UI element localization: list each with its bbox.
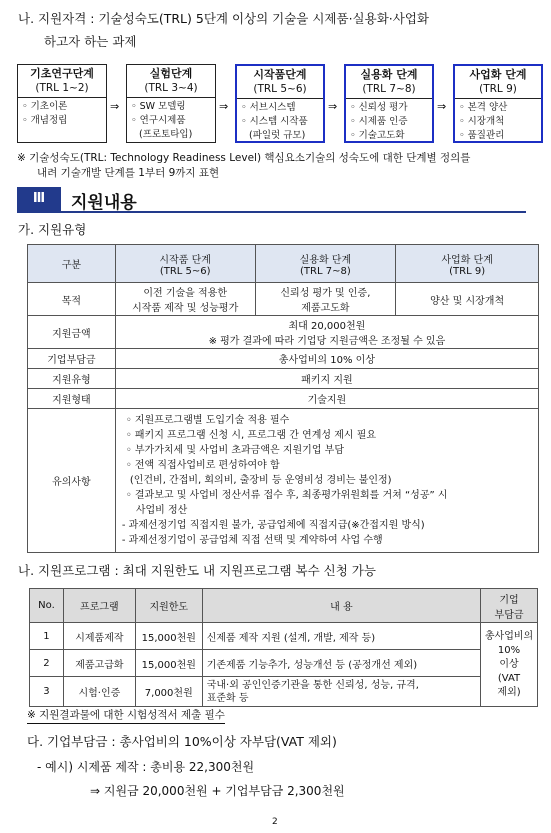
row-label-notes: 유의사항: [28, 409, 116, 553]
note-line: 사업비 정산: [135, 505, 188, 516]
stage-item: ◦ 신뢰성 평가: [350, 102, 408, 113]
section-header: [17, 187, 526, 213]
col-header-burden: 기업 부담금: [481, 589, 538, 623]
trl-stage-commercial: [453, 64, 543, 143]
section-number: Ⅲ: [17, 187, 61, 211]
table-row: [28, 283, 539, 316]
trl-stage-experiment: [126, 64, 216, 143]
right-arrow-icon: ⇒: [110, 100, 120, 113]
note-line: ◦ 패키지 프로그램 신청 시, 프로그램 간 연계성 제시 필요: [125, 430, 377, 441]
cell-burden: 총사업비의 10% 이상: [115, 349, 538, 369]
cell-limit: 15,000천원: [135, 650, 202, 677]
row-label-type: 지원유형: [28, 369, 116, 389]
col-header-no: No.: [30, 589, 64, 623]
result-report-note: ※ 지원결과물에 대한 시험성적서 제출 필수: [27, 707, 225, 724]
support-program-heading: 나. 지원프로그램 : 최대 지원한도 내 지원프로그램 복수 신청 가능: [18, 563, 376, 578]
note-line: (인건비, 간접비, 회의비, 출장비 등 운영비성 경비는 불인정): [129, 475, 392, 486]
company-burden-heading: 다. 기업부담금 : 총사업비의 10%이상 자부담(VAT 제외): [27, 734, 337, 749]
cell-content: 신제품 제작 지원 (설계, 개발, 제작 등): [202, 623, 480, 650]
support-type-table: [27, 244, 539, 553]
stage-item: ◦ 품질관리: [459, 130, 505, 141]
cell-content: 기존제품 기능추가, 성능개선 등 (공정개선 제외): [202, 650, 480, 677]
row-label-burden: 기업부담금: [28, 349, 116, 369]
trl-stage-practical: [344, 64, 434, 143]
stage-item: ◦ 연구시제품: [131, 115, 186, 126]
note-line: - 과제선정기업 직접지원 불가, 공급업체에 직접지급(※간접지원 방식): [121, 520, 425, 531]
cell-no: 1: [30, 623, 64, 650]
right-arrow-icon: ⇒: [219, 100, 229, 113]
example-line-2: ⇒ 지원금 20,000천원 + 기업부담금 2,300천원: [90, 784, 345, 798]
note-line: ◦ 결과보고 및 사업비 정산서류 접수 후, 최종평가위원회를 거쳐 “성공” 시: [125, 490, 448, 501]
cell-form: 기술지원: [115, 389, 538, 409]
trl-stage-basic-research: [17, 64, 107, 143]
row-label-amount: 지원금액: [28, 316, 116, 349]
cell-program: 시제품제작: [63, 623, 135, 650]
cell-burden: 총사업비의 10% 이상 (VAT 제외): [481, 623, 538, 707]
cell-program: 제품고급화: [63, 650, 135, 677]
right-arrow-icon: ⇒: [437, 100, 447, 113]
table-row: [28, 409, 539, 553]
col-header-limit: 지원한도: [135, 589, 202, 623]
note-line: - 과제선정기업이 공급업체 직접 선택 및 계약하여 사업 수행: [121, 535, 383, 546]
cell-type: 패키지 지원: [115, 369, 538, 389]
stage-trl: (TRL 7~8): [362, 83, 416, 95]
col-header-category: 구분: [28, 245, 116, 283]
right-arrow-icon: ⇒: [328, 100, 338, 113]
support-program-table: [29, 588, 538, 707]
cell-limit: 7,000천원: [135, 677, 202, 707]
eligibility-line-2: 하고자 하는 과제: [44, 34, 137, 49]
table-row: [30, 650, 538, 677]
support-type-heading: 가. 지원유형: [18, 222, 87, 237]
cell-program: 시험·인증: [63, 677, 135, 707]
note-line: ◦ 전액 직접사업비로 편성하여야 함: [125, 460, 280, 471]
example-line-1: - 예시) 시제품 제작 : 총비용 22,300천원: [37, 760, 255, 774]
stage-trl: (TRL 3~4): [144, 82, 198, 94]
table-row: [28, 349, 539, 369]
col-header-practical: 실용화 단계 (TRL 7~8): [255, 245, 396, 283]
stage-item: (파일럿 규모): [249, 130, 306, 141]
note-line: ◦ 지원프로그램별 도입기술 적용 필수: [125, 415, 290, 426]
stage-item: ◦ 기술고도화: [350, 130, 405, 141]
table-row: [30, 677, 538, 707]
stage-item: ◦ 시제품 인증: [350, 116, 408, 127]
stage-trl: (TRL 9): [479, 83, 517, 95]
table-row: [28, 369, 539, 389]
col-header-content: 내 용: [202, 589, 480, 623]
cell-purpose-prototype: 이전 기술을 적용한 시작품 제작 및 성능평가: [115, 283, 255, 316]
note-line: ◦ 부가가치세 및 사업비 초과금액은 지원기업 부담: [125, 445, 344, 456]
eligibility-line-1: 나. 지원자격 : 기술성숙도(TRL) 5단계 이상의 기술을 시제품·실용화·사업화: [18, 11, 429, 26]
cell-purpose-practical: 신뢰성 평가 및 인증, 제품고도화: [255, 283, 396, 316]
stage-title: 시작품단계: [253, 68, 307, 81]
stage-item: ◦ SW 모델링: [131, 101, 186, 112]
table-row: [28, 389, 539, 409]
stage-item: ◦ 본격 양산: [459, 102, 508, 113]
stage-item: ◦ 서브시스템: [241, 102, 296, 113]
cell-no: 2: [30, 650, 64, 677]
stage-trl: (TRL 1~2): [35, 82, 89, 94]
stage-trl: (TRL 5~6): [253, 83, 307, 95]
row-label-form: 지원형태: [28, 389, 116, 409]
cell-notes: [115, 409, 538, 553]
trl-note-line-1: ※ 기술성숙도(TRL: Technology Readiness Level) 핵심요소기술의 성숙도에 대한 단계별 정의를: [17, 152, 471, 164]
stage-item: ◦ 시장개척: [459, 116, 505, 127]
stage-item: (프로토타입): [139, 129, 193, 140]
table-row: [30, 623, 538, 650]
col-header-commercial: 사업화 단계 (TRL 9): [396, 245, 539, 283]
stage-title: 실험단계: [149, 67, 193, 80]
col-header-program: 프로그램: [63, 589, 135, 623]
page-number: 2: [272, 817, 278, 827]
stage-item: ◦ 기초이론: [22, 101, 68, 112]
stage-item: ◦ 시스템 시작품: [241, 116, 308, 127]
cell-content: 국내·외 공인인증기관을 통한 신뢰성, 성능, 규격, 표준화 등: [202, 677, 480, 707]
cell-limit: 15,000천원: [135, 623, 202, 650]
stage-title: 실용화 단계: [360, 68, 418, 81]
table-row: [28, 316, 539, 349]
cell-no: 3: [30, 677, 64, 707]
section-title: 지원내용: [71, 193, 137, 213]
stage-title: 사업화 단계: [469, 68, 527, 81]
stage-title: 기초연구단계: [30, 67, 94, 80]
cell-amount: 최대 20,000천원 ※ 평가 결과에 따라 기업당 지원금액은 조정될 수 있음: [115, 316, 538, 349]
col-header-prototype: 시작품 단계 (TRL 5~6): [115, 245, 255, 283]
trl-note-line-2: 내려 기술개발 단계를 1부터 9까지 표현: [37, 167, 220, 179]
stage-item: ◦ 개념정립: [22, 115, 68, 126]
cell-purpose-commercial: 양산 및 시장개척: [396, 283, 539, 316]
row-label-purpose: 목적: [28, 283, 116, 316]
trl-stage-prototype: [235, 64, 325, 143]
